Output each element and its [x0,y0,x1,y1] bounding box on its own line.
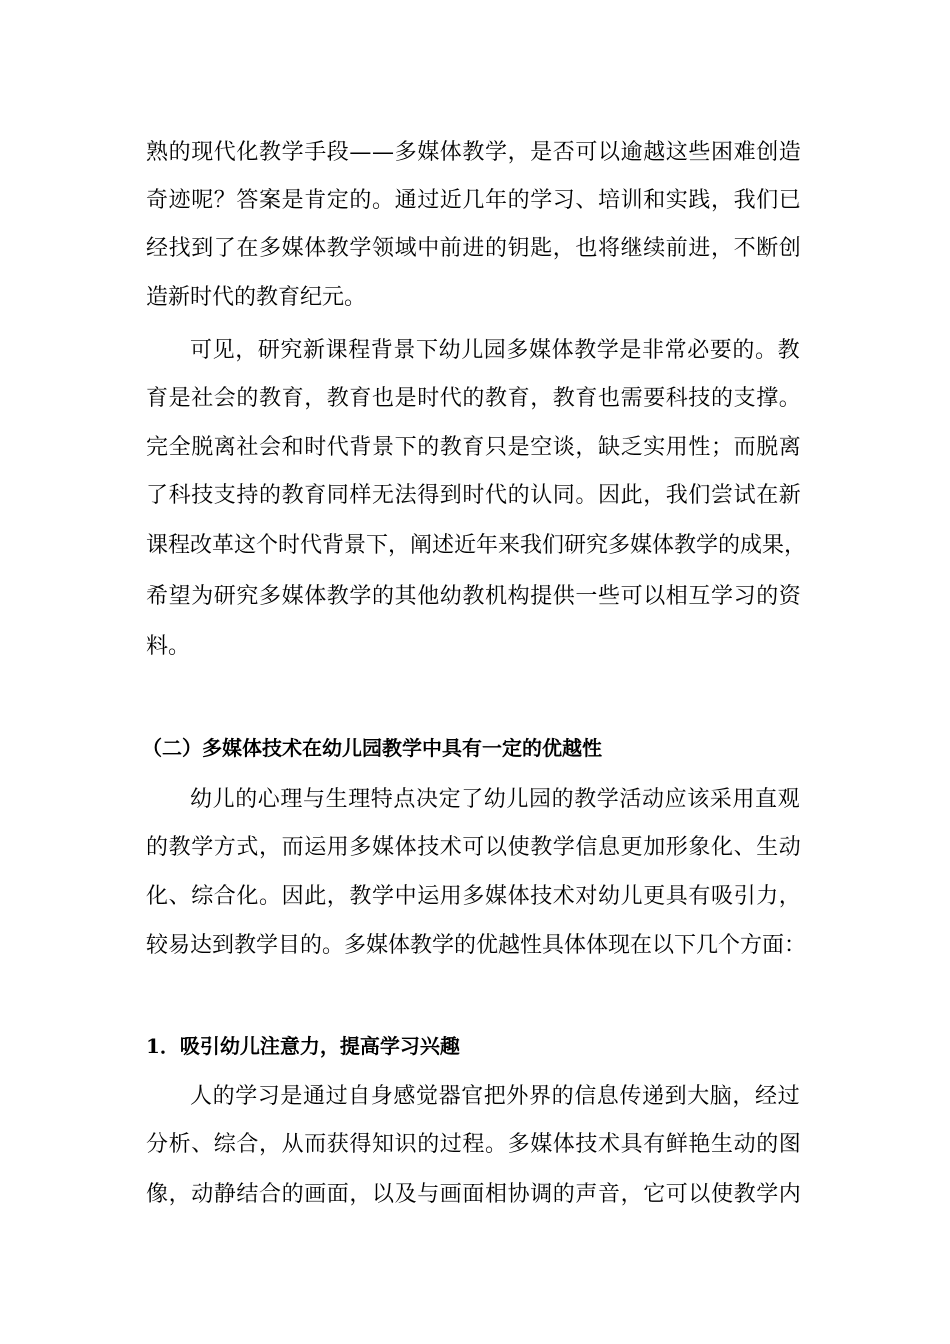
paragraph-line: 经找到了在多媒体教学领域中前进的钥匙，也将继续前进，不断创 [146,236,802,261]
paragraph-line: 分析、综合，从而获得知识的过程。多媒体技术具有鲜艳生动的图 [146,1132,802,1157]
paragraph-line: 了科技支持的教育同样无法得到时代的认同。因此，我们尝试在新 [146,483,802,508]
paragraph-line: 料。 [146,634,191,659]
section-heading: （二）多媒体技术在幼儿园教学中具有一定的优越性 [142,736,602,760]
paragraph-line: 熟的现代化教学手段——多媒体教学，是否可以逾越这些困难创造 [146,140,802,165]
paragraph-line: 希望为研究多媒体教学的其他幼教机构提供一些可以相互学习的资 [146,584,802,609]
paragraph-line: 育是社会的教育，教育也是时代的教育，教育也需要科技的支撑。 [146,386,802,411]
paragraph-line: 像，动静结合的画面，以及与画面相协调的声音，它可以使教学内 [146,1182,802,1207]
paragraph-line: 完全脱离社会和时代背景下的教育只是空谈，缺乏实用性；而脱离 [146,435,802,460]
paragraph-line: 可见，研究新课程背景下幼儿园多媒体教学是非常必要的。教 [190,338,801,363]
paragraph-line: 幼儿的心理与生理特点决定了幼儿园的教学活动应该采用直观 [190,787,801,812]
paragraph-line: 的教学方式，而运用多媒体技术可以使教学信息更加形象化、生动 [146,835,802,860]
subsection-heading: 1．吸引幼儿注意力，提高学习兴趣 [146,1034,460,1058]
paragraph-line: 造新时代的教育纪元。 [146,285,367,310]
paragraph-line: 较易达到教学目的。多媒体教学的优越性具体体现在以下几个方面： [146,933,807,958]
paragraph-line: 奇迹呢？答案是肯定的。通过近几年的学习、培训和实践，我们已 [146,188,802,213]
paragraph-line: 化、综合化。因此，教学中运用多媒体技术对幼儿更具有吸引力， [146,884,802,909]
paragraph-line: 课程改革这个时代背景下，阐述近年来我们研究多媒体教学的成果， [146,533,807,558]
paragraph-line: 人的学习是通过自身感觉器官把外界的信息传递到大脑，经过 [190,1084,801,1109]
